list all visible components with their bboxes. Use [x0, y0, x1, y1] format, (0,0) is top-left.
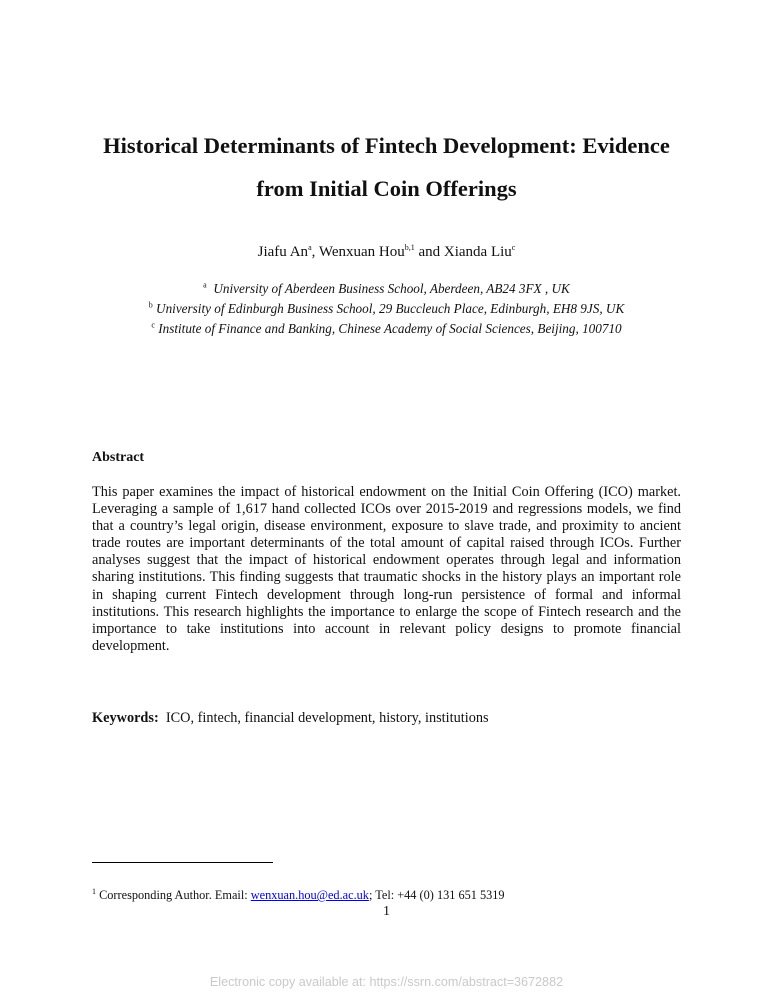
footnote-suffix: ; Tel: +44 (0) 131 651 5319	[368, 888, 505, 902]
author-name: Wenxuan Hou	[318, 244, 405, 260]
author-name: Jiafu An	[257, 244, 309, 260]
paper-title	[60, 124, 713, 210]
affiliation-item	[0, 319, 773, 339]
keywords	[92, 710, 692, 727]
author-affil-mark: c	[511, 243, 516, 252]
email-link[interactable]: wenxuan.hou@ed.ac.uk	[250, 888, 369, 902]
affiliation-item	[0, 299, 773, 319]
keywords-label: Keywords:	[92, 710, 159, 726]
author-separator: and	[414, 244, 444, 260]
affiliation-text: Institute of Finance and Banking, Chinese Academy of Social Sciences, Beijing, 100710	[158, 321, 622, 336]
affiliation-text: University of Aberdeen Business School, Aberdeen, AB24 3FX , UK	[213, 281, 570, 296]
affiliation-mark: c	[151, 320, 155, 330]
page-number: 1	[383, 904, 390, 919]
abstract-heading: Abstract	[92, 450, 145, 465]
author-affil-mark: b,1	[404, 243, 415, 252]
ssrn-watermark: Electronic copy available at: https://ssrn.com/abstract=3672882	[209, 975, 564, 989]
affiliation-item	[0, 279, 773, 299]
title-line-2: from Initial Coin Offerings	[256, 176, 517, 201]
author-list	[0, 244, 773, 261]
footnote	[92, 888, 505, 903]
author-name: Xianda Liu	[443, 244, 512, 260]
author-separator: ,	[311, 244, 319, 260]
affiliation-text: University of Edinburgh Business School, 29 Buccleuch Place, Edinburgh, EH8 9JS, UK	[156, 301, 625, 316]
footnote-rule	[92, 862, 273, 863]
author-affil-mark: a	[308, 243, 312, 252]
abstract-body: This paper examines the impact of historical endowment on the Initial Coin Offering (ICO) market. Leveraging a sample of 1,617 hand collected ICOs over 2015-2019 and regressions models, we find that a country’s legal origin, disease environment, exposure to slave trade, and proximity to ancient trade routes are important determinants of the total amount of capital raised through ICOs. Further analyses suggest that the impact of historical endowment operates through legal and information sharing institutions. This finding suggests that traumatic shocks in the history plays an important role in shaping current Fintech development through long-run persistence of formal and informal institutions. This research highlights the importance to enlarge the scope of Fintech research and the importance to take institutions into account in relevant policy designs to promote financial development.	[92, 484, 681, 654]
footnote-prefix: Corresponding Author. Email:	[96, 888, 251, 902]
keywords-text: ICO, fintech, financial development, history, institutions	[165, 710, 489, 726]
title-line-1: Historical Determinants of Fintech Development: Evidence	[103, 133, 670, 158]
footnote-mark: 1	[92, 886, 96, 896]
affiliation-mark: a	[203, 280, 207, 290]
affiliation-mark: b	[148, 300, 153, 310]
affiliation-list	[0, 279, 773, 339]
